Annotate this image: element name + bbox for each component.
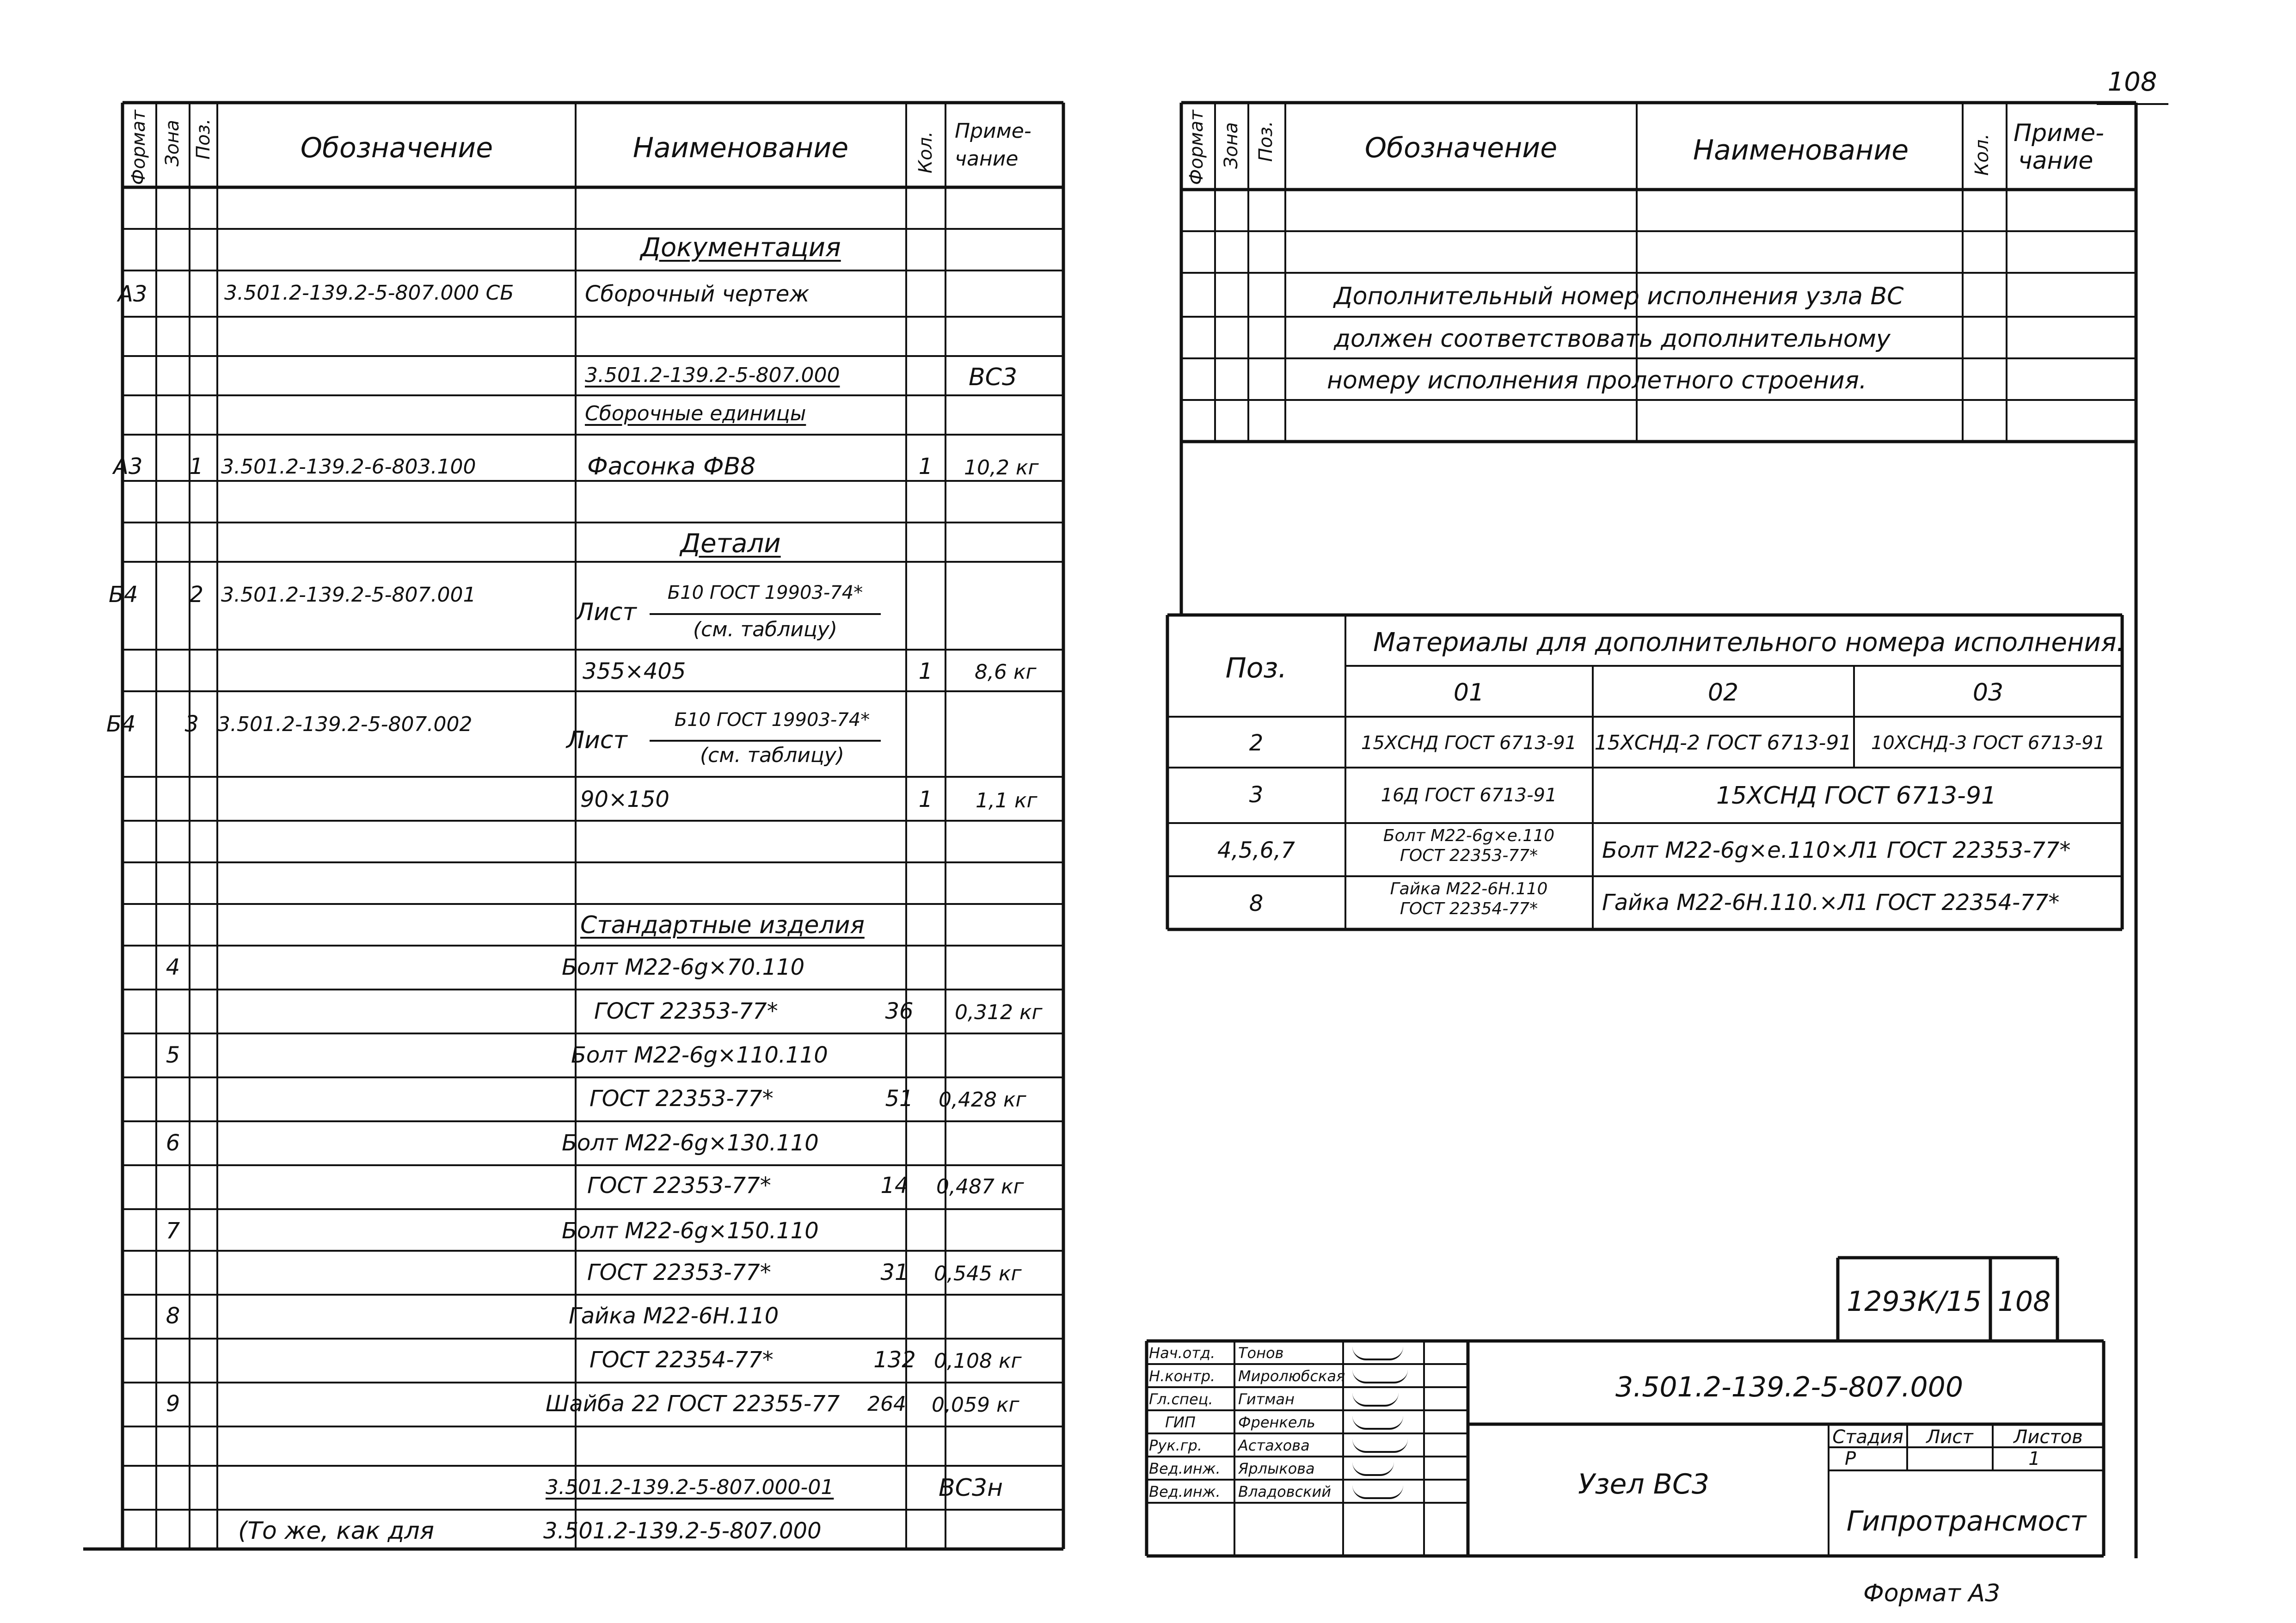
std8-pos: 8: [166, 1303, 180, 1329]
stage-value: Р: [1845, 1448, 1856, 1469]
organization: Гипротрансмост: [1846, 1505, 2087, 1537]
detail3-qty: 1: [918, 787, 933, 812]
tail-name: 3.501.2-139.2-5-807.000: [543, 1518, 822, 1544]
unit-qty: 1: [918, 454, 933, 480]
role-5: Рук.гр.: [1149, 1437, 1203, 1454]
mat-r4-01-line2: ГОСТ 22353-77*: [1400, 846, 1538, 865]
std6-line2: ГОСТ 22353-77*: [587, 1173, 771, 1199]
detail3-name-den: (см. таблицу): [700, 744, 845, 767]
note-line-2: должен соответствовать дополнительному: [1334, 325, 1891, 353]
mat-r4-0203: Болт М22-6g×е.110×Л1 ГОСТ 22353-77*: [1602, 837, 2071, 863]
variant-note: ВС3н: [939, 1474, 1003, 1502]
detail2-size: 355×405: [583, 658, 686, 684]
person-3: Гитман: [1238, 1390, 1295, 1408]
person-6: Ярлыкова: [1238, 1460, 1315, 1477]
mat-r2-02: 15ХСНД-2 ГОСТ 6713-91: [1594, 731, 1852, 755]
washer-note: 0,059 кг: [932, 1393, 1019, 1417]
std8-qty: 132: [873, 1347, 916, 1373]
washer-qty: 264: [867, 1392, 906, 1416]
doc-designation-title: 3.501.2-139.2-5-807.000: [1615, 1371, 1964, 1403]
std8-line2: ГОСТ 22354-77*: [589, 1347, 774, 1373]
detail2-designation: 3.501.2-139.2-5-807.001: [221, 583, 476, 607]
r-header-format: Формат: [1186, 110, 1207, 185]
std4-qty: 36: [885, 998, 914, 1024]
mat-r8-pos: 8: [1249, 891, 1264, 916]
std6-pos: 6: [166, 1130, 180, 1156]
std6-qty: 14: [880, 1173, 909, 1199]
std5-line2: ГОСТ 22353-77*: [589, 1086, 774, 1112]
doc-format: А3: [118, 281, 147, 307]
std5-line1: Болт М22-6g×110.110: [571, 1042, 828, 1068]
mat-r4-pos: 4,5,6,7: [1217, 837, 1295, 863]
doc-ref-name: 3.501.2-139.2-5-807.000: [585, 363, 840, 387]
unit-note: 10,2 кг: [964, 456, 1039, 480]
role-7: Вед.инж.: [1149, 1483, 1221, 1500]
unit-name: Фасонка ФВ8: [587, 453, 756, 480]
mat-r8-0203: Гайка М22-6Н.110.×Л1 ГОСТ 22354-77*: [1602, 890, 2060, 916]
r-header-qty: Кол.: [1971, 133, 1993, 176]
role-4: ГИП: [1165, 1414, 1196, 1431]
role-6: Вед.инж.: [1149, 1460, 1221, 1477]
detail2-pos: 2: [189, 582, 203, 608]
header-designation: Обозначение: [300, 132, 493, 164]
std8-note: 0,108 кг: [934, 1349, 1022, 1373]
r-header-note-1: Приме-: [2014, 119, 2104, 147]
detail3-pos: 3: [184, 711, 199, 737]
stage-label: Стадия: [1832, 1426, 1903, 1448]
mat-col-02: 02: [1707, 679, 1739, 707]
std7-line2: ГОСТ 22353-77*: [587, 1260, 771, 1285]
person-4: Френкель: [1238, 1414, 1315, 1431]
unit-format: А3: [113, 454, 143, 480]
mat-r2-03: 10ХСНД-3 ГОСТ 6713-91: [1871, 732, 2106, 754]
detail3-size: 90×150: [580, 787, 669, 812]
washer-name: Шайба 22 ГОСТ 22355-77: [546, 1391, 840, 1417]
std7-qty: 31: [880, 1260, 909, 1285]
detail2-note: 8,6 кг: [975, 660, 1037, 684]
doc-title: Узел ВС3: [1578, 1468, 1710, 1500]
std5-note: 0,428 кг: [939, 1088, 1026, 1112]
mat-r8-01-line1: Гайка М22-6Н.110: [1390, 879, 1548, 898]
header-format: Формат: [128, 110, 149, 185]
r-header-designation: Обозначение: [1364, 132, 1558, 164]
r-header-note-2: чание: [2018, 147, 2093, 175]
doc-name: Сборочный чертеж: [585, 281, 810, 307]
sheets-value: 1: [2028, 1448, 2040, 1469]
detail3-designation: 3.501.2-139.2-5-807.002: [217, 713, 473, 736]
signature-2: [1352, 1369, 1408, 1383]
unit-pos: 1: [189, 454, 203, 480]
mat-r4-01-line1: Болт М22-6g×е.110: [1383, 826, 1555, 845]
detail2-qty: 1: [918, 658, 933, 684]
std6-note: 0,487 кг: [936, 1175, 1024, 1199]
page-number: 108: [2107, 67, 2157, 97]
section-standard-items: Стандартные изделия: [580, 911, 865, 939]
signature-1: [1352, 1346, 1403, 1360]
header-note-1: Приме-: [955, 119, 1031, 143]
std4-line1: Болт М22-6g×70.110: [562, 954, 805, 980]
doc-designation: 3.501.2-139.2-5-807.000 СБ: [224, 281, 514, 305]
detail3-name-num: Б10 ГОСТ 19903-74*: [674, 709, 870, 731]
detail3-note: 1,1 кг: [976, 789, 1037, 812]
std4-line2: ГОСТ 22353-77*: [594, 998, 778, 1024]
person-1: Тонов: [1238, 1344, 1284, 1362]
header-qty: Кол.: [915, 131, 936, 173]
mat-r2-pos: 2: [1249, 730, 1264, 756]
role-2: Н.контр.: [1149, 1367, 1216, 1385]
album-sheet: 108: [1997, 1285, 2051, 1318]
note-line-3: номеру исполнения пролетного строения.: [1327, 367, 1867, 394]
signature-4: [1352, 1415, 1403, 1430]
r-header-zone: Зона: [1221, 122, 1242, 169]
tail-designation: (То же, как для: [238, 1517, 434, 1545]
signature-5: [1352, 1438, 1408, 1453]
section-details: Детали: [680, 529, 781, 559]
std7-line1: Болт М22-6g×150.110: [562, 1218, 819, 1244]
detail3-format: Б4: [106, 711, 136, 737]
section-documentation: Документация: [640, 233, 841, 263]
header-note-2: чание: [955, 147, 1019, 171]
r-header-pos: Поз.: [1255, 121, 1277, 162]
mat-r3-0203: 15ХСНД ГОСТ 6713-91: [1716, 782, 1997, 810]
header-pos: Поз.: [193, 118, 214, 160]
format-label: Формат А3: [1863, 1580, 2001, 1607]
washer-pos: 9: [166, 1391, 180, 1417]
std4-pos: 4: [166, 954, 180, 980]
person-5: Астахова: [1238, 1437, 1310, 1454]
std6-line1: Болт М22-6g×130.110: [562, 1130, 819, 1156]
mat-r3-01: 16Д ГОСТ 6713-91: [1381, 785, 1557, 806]
detail2-name-den: (см. таблицу): [693, 618, 838, 641]
unit-designation: 3.501.2-139.2-6-803.100: [221, 455, 476, 479]
sheet-label: Лист: [1926, 1426, 1973, 1448]
std4-note: 0,312 кг: [955, 1001, 1043, 1024]
detail2-name-prefix: Лист: [576, 598, 637, 626]
detail2-format: Б4: [109, 582, 138, 608]
person-7: Владовский: [1238, 1483, 1332, 1500]
header-name: Наименование: [632, 132, 849, 164]
note-line-1: Дополнительный номер исполнения узла ВС: [1334, 283, 1904, 310]
mat-pos-header: Поз.: [1225, 652, 1287, 684]
signature-3: [1352, 1392, 1399, 1407]
album-number: 1293К/15: [1847, 1285, 1982, 1318]
std8-line1: Гайка М22-6Н.110: [569, 1303, 779, 1329]
detail3-name-prefix: Лист: [566, 726, 627, 754]
signature-7: [1352, 1484, 1403, 1499]
mat-r8-01-line2: ГОСТ 22354-77*: [1400, 899, 1538, 918]
sheets-label: Листов: [2014, 1426, 2083, 1448]
r-header-name: Наименование: [1693, 134, 1909, 166]
mat-r2-01: 15ХСНД ГОСТ 6713-91: [1361, 732, 1577, 754]
doc-ref-note: ВС3: [969, 363, 1018, 391]
person-2: Миролюбская: [1238, 1367, 1345, 1385]
std5-qty: 51: [885, 1086, 914, 1112]
detail2-name-num: Б10 ГОСТ 19903-74*: [667, 582, 863, 603]
variant-name: 3.501.2-139.2-5-807.000-01: [546, 1475, 834, 1499]
std7-pos: 7: [166, 1218, 180, 1244]
mat-r3-pos: 3: [1249, 782, 1264, 808]
std5-pos: 5: [166, 1042, 180, 1068]
mat-col-01: 01: [1453, 679, 1485, 707]
mat-title: Материалы для дополнительного номера исполнения.: [1373, 627, 2125, 658]
mat-col-03: 03: [1972, 679, 2004, 707]
section-assembly-units: Сборочные единицы: [585, 402, 806, 425]
header-zone: Зона: [162, 120, 183, 166]
std7-note: 0,545 кг: [934, 1262, 1022, 1285]
role-3: Гл.спец.: [1149, 1390, 1213, 1408]
role-1: Нач.отд.: [1149, 1344, 1216, 1362]
